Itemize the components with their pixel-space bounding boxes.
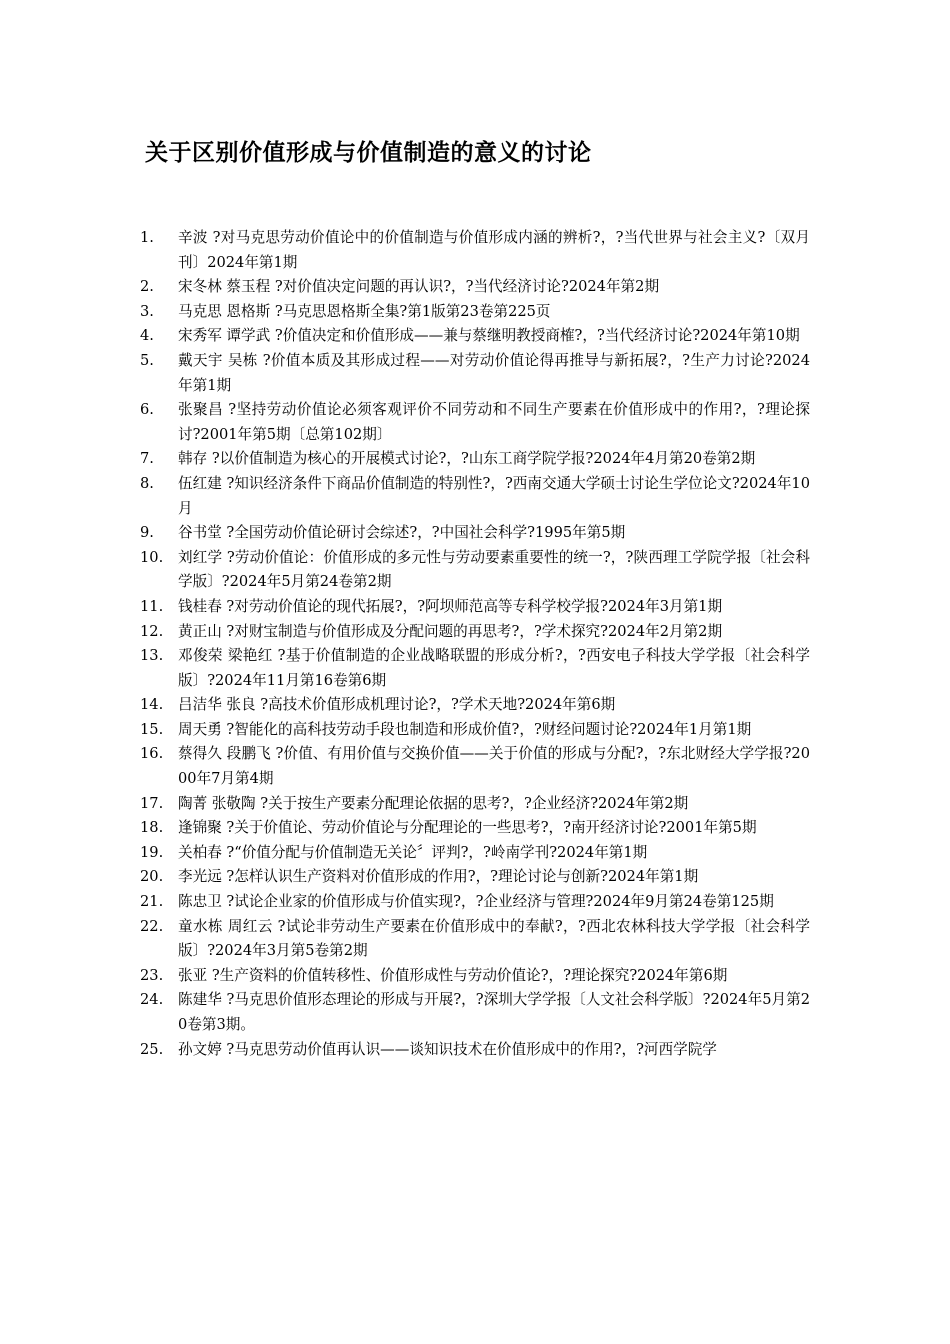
reference-number: 15. <box>140 720 164 738</box>
reference-text: 马克思 恩格斯 ?马克思恩格斯全集?第1版第23卷第225页 <box>178 302 551 320</box>
reference-number: 12. <box>140 622 164 640</box>
reference-item <box>140 595 810 620</box>
reference-text: 张亚 ?生产资料的价值转移性、价值形成性与劳动价值论?，?理论探究?2024年第6期 <box>178 966 728 984</box>
reference-number: 21. <box>140 893 164 911</box>
reference-text: 刘红学 ?劳动价值论：价值形成的多元性与劳动要素重要性的统一?，?陕西理工学院学报〔社会科学版〕?2024年5月第24卷第2期 <box>178 548 810 591</box>
reference-text: 李光远 ?怎样认识生产资料对价值形成的作用?，?理论讨论与创新?2024年第1期 <box>178 868 699 886</box>
reference-item <box>140 398 810 447</box>
reference-item <box>140 816 810 841</box>
reference-item <box>140 792 810 817</box>
reference-text: 陈建华 ?马克思价值形态理论的形成与开展?，?深圳大学学报〔人文社会科学版〕?2024年5月第20卷第3期。 <box>178 991 810 1033</box>
reference-number: 14. <box>140 696 164 714</box>
reference-number: 8. <box>140 474 154 492</box>
reference-item <box>140 644 810 693</box>
reference-item <box>140 349 810 398</box>
reference-text: 黄正山 ?对财宝制造与价值形成及分配问题的再思考?，?学术探究?2024年2月第2期 <box>178 622 723 640</box>
reference-text: 宋秀军 谭学武 ?价值决定和价值形成——兼与蔡继明教授商榷?，?当代经济讨论?2024年第10期 <box>178 327 800 345</box>
reference-item <box>140 620 810 645</box>
reference-item <box>140 915 810 964</box>
reference-text: 邓俊荣 梁艳红 ?基于价值制造的企业战略联盟的形成分析?，?西安电子科技大学学报〔社会科学版〕?2024年11月第16卷第6期 <box>178 647 810 689</box>
reference-item <box>140 521 810 546</box>
reference-number: 17. <box>140 794 164 812</box>
reference-number: 5. <box>140 351 154 369</box>
reference-item <box>140 226 810 275</box>
reference-item <box>140 693 810 718</box>
reference-text: 伍红建 ?知识经济条件下商品价值制造的特别性?，?西南交通大学硕士讨论生学位论文?2024年10月 <box>178 474 810 517</box>
reference-item <box>140 964 810 989</box>
reference-item <box>140 447 810 472</box>
reference-item <box>140 300 810 325</box>
reference-text: 蔡得久 段鹏飞 ?价值、有用价值与交换价值——关于价值的形成与分配?，?东北财经大学学报?2000年7月第4期 <box>178 745 810 788</box>
reference-number: 1. <box>140 229 154 246</box>
reference-item <box>140 841 810 866</box>
reference-number: 9. <box>140 524 154 542</box>
reference-text: 辛波 ?对马克思劳动价值论中的价值制造与价值形成内涵的辨析?，?当代世界与社会主义?〔双月刊〕2024年第1期 <box>178 229 810 271</box>
reference-number: 20. <box>140 868 164 886</box>
reference-text: 张聚昌 ?坚持劳动价值论必须客观评价不同劳动和不同生产要素在价值形成中的作用?，?理论探讨?2001年第5期〔总第102期〕 <box>178 401 810 443</box>
reference-number: 25. <box>140 1040 164 1058</box>
reference-item <box>140 275 810 300</box>
reference-number: 18. <box>140 819 164 837</box>
reference-text: 童水栋 周红云 ?试论非劳动生产要素在价值形成中的奉献?，?西北农林科技大学学报〔社会科学版〕?2024年3月第5卷第2期 <box>178 917 810 960</box>
reference-item <box>140 546 810 595</box>
reference-number: 11. <box>140 597 164 615</box>
reference-text: 孙文婷 ?马克思劳动价值再认识——谈知识技术在价值形成中的作用?，?河西学院学 <box>178 1040 717 1058</box>
reference-text: 逢锦聚 ?关于价值论、劳动价值论与分配理论的一些思考?，?南开经济讨论?2001年第5期 <box>178 819 757 837</box>
reference-text: 陶菁 张敬陶 ?关于按生产要素分配理论依据的思考?，?企业经济?2024年第2期 <box>178 794 689 812</box>
reference-item <box>140 1038 810 1063</box>
reference-item <box>140 865 810 890</box>
reference-number: 4. <box>140 327 154 345</box>
reference-number: 3. <box>140 302 154 320</box>
reference-text: 宋冬林 蔡玉程 ?对价值决定问题的再认识?，?当代经济讨论?2024年第2期 <box>178 278 660 296</box>
reference-number: 16. <box>140 745 164 763</box>
reference-item <box>140 324 810 349</box>
reference-number: 23. <box>140 966 164 984</box>
reference-text: 钱桂春 ?对劳动价值论的现代拓展?，?阿坝师范高等专科学校学报?2024年3月第1期 <box>178 597 723 615</box>
reference-item <box>140 472 810 521</box>
reference-number: 13. <box>140 647 164 665</box>
reference-number: 7. <box>140 450 154 468</box>
reference-text: 周天勇 ?智能化的高科技劳动手段也制造和形成价值?，?财经问题讨论?2024年1月第1期 <box>178 720 752 738</box>
reference-text: 谷书堂 ?全国劳动价值论研讨会综述?，?中国社会科学?1995年第5期 <box>178 524 626 542</box>
reference-text: 韩存 ?以价值制造为核心的开展模式讨论?，?山东工商学院学报?2024年4月第20卷第2期 <box>178 450 756 468</box>
reference-number: 19. <box>140 843 164 861</box>
reference-number: 22. <box>140 917 164 935</box>
reference-text: 陈忠卫 ?试论企业家的价值形成与价值实现?，?企业经济与管理?2024年9月第24卷第125期 <box>178 893 774 911</box>
reference-item <box>140 988 810 1037</box>
reference-number: 10. <box>140 548 164 566</box>
reference-text: 戴天宇 吴栋 ?价值本质及其形成过程——对劳动价值论得再推导与新拓展?，?生产力讨论?2024年第1期 <box>178 351 810 394</box>
reference-item <box>140 742 810 791</box>
reference-text: 吕洁华 张良 ?高技术价值形成机理讨论?，?学术天地?2024年第6期 <box>178 696 616 714</box>
document-title: 关于区别价值形成与价值制造的意义的讨论 <box>145 140 592 166</box>
reference-item <box>140 890 810 915</box>
reference-number: 2. <box>140 278 154 296</box>
reference-number: 24. <box>140 991 164 1009</box>
reference-text: 关柏春 ?“价值分配与价值制造无关论〞评判?，?岭南学刊?2024年第1期 <box>178 843 648 861</box>
reference-number: 6. <box>140 401 154 419</box>
reference-item <box>140 718 810 743</box>
reference-list <box>140 226 810 1062</box>
